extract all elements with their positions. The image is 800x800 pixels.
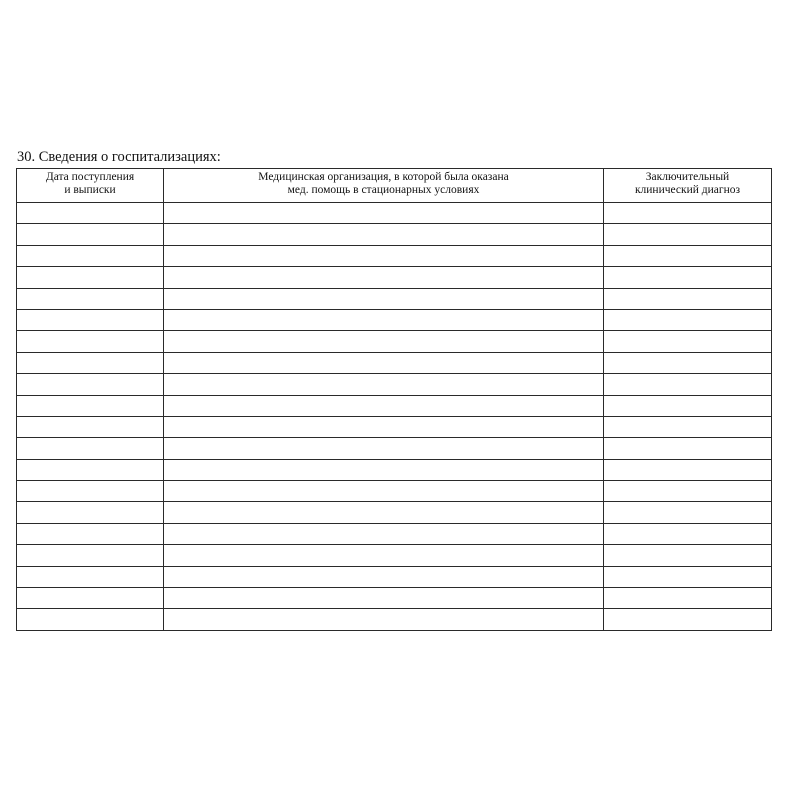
header-label: мед. помощь в стационарных условиях bbox=[287, 184, 480, 196]
table-row bbox=[17, 203, 772, 224]
organization-cell[interactable] bbox=[164, 374, 604, 395]
header-admission-discharge-date bbox=[17, 169, 164, 203]
date-cell[interactable] bbox=[17, 203, 164, 224]
header-final-diagnosis bbox=[604, 169, 772, 203]
organization-cell[interactable] bbox=[164, 523, 604, 544]
date-cell[interactable] bbox=[17, 438, 164, 459]
date-cell[interactable] bbox=[17, 481, 164, 502]
organization-cell[interactable] bbox=[164, 609, 604, 630]
organization-cell[interactable] bbox=[164, 395, 604, 416]
diagnosis-cell[interactable] bbox=[604, 224, 772, 245]
table-header-row bbox=[17, 169, 772, 203]
diagnosis-cell[interactable] bbox=[604, 566, 772, 587]
diagnosis-cell[interactable] bbox=[604, 416, 772, 437]
organization-cell[interactable] bbox=[164, 588, 604, 609]
date-cell[interactable] bbox=[17, 523, 164, 544]
table-row bbox=[17, 523, 772, 544]
table-row bbox=[17, 438, 772, 459]
organization-cell[interactable] bbox=[164, 245, 604, 266]
table-row bbox=[17, 395, 772, 416]
diagnosis-cell[interactable] bbox=[604, 309, 772, 330]
diagnosis-cell[interactable] bbox=[604, 374, 772, 395]
table-row bbox=[17, 224, 772, 245]
organization-cell[interactable] bbox=[164, 331, 604, 352]
table-body bbox=[17, 203, 772, 631]
date-cell[interactable] bbox=[17, 288, 164, 309]
date-cell[interactable] bbox=[17, 609, 164, 630]
date-cell[interactable] bbox=[17, 566, 164, 587]
table-row bbox=[17, 374, 772, 395]
table-row bbox=[17, 309, 772, 330]
organization-cell[interactable] bbox=[164, 267, 604, 288]
organization-cell[interactable] bbox=[164, 438, 604, 459]
date-cell[interactable] bbox=[17, 459, 164, 480]
table-row bbox=[17, 352, 772, 373]
table-row bbox=[17, 416, 772, 437]
date-cell[interactable] bbox=[17, 224, 164, 245]
diagnosis-cell[interactable] bbox=[604, 395, 772, 416]
header-label: и выписки bbox=[64, 184, 116, 196]
diagnosis-cell[interactable] bbox=[604, 502, 772, 523]
organization-cell[interactable] bbox=[164, 502, 604, 523]
organization-cell[interactable] bbox=[164, 566, 604, 587]
diagnosis-cell[interactable] bbox=[604, 523, 772, 544]
organization-cell[interactable] bbox=[164, 224, 604, 245]
diagnosis-cell[interactable] bbox=[604, 481, 772, 502]
date-cell[interactable] bbox=[17, 502, 164, 523]
date-cell[interactable] bbox=[17, 395, 164, 416]
table-row bbox=[17, 502, 772, 523]
diagnosis-cell[interactable] bbox=[604, 459, 772, 480]
header-label: Медицинская организация, в которой была оказана bbox=[258, 171, 509, 183]
table-row bbox=[17, 588, 772, 609]
date-cell[interactable] bbox=[17, 245, 164, 266]
diagnosis-cell[interactable] bbox=[604, 588, 772, 609]
header-label: Заключительный bbox=[645, 171, 730, 183]
date-cell[interactable] bbox=[17, 416, 164, 437]
table-row bbox=[17, 245, 772, 266]
diagnosis-cell[interactable] bbox=[604, 609, 772, 630]
date-cell[interactable] bbox=[17, 309, 164, 330]
date-cell[interactable] bbox=[17, 267, 164, 288]
diagnosis-cell[interactable] bbox=[604, 331, 772, 352]
organization-cell[interactable] bbox=[164, 203, 604, 224]
table-row bbox=[17, 288, 772, 309]
header-label: Дата поступления bbox=[45, 171, 135, 183]
table-row bbox=[17, 566, 772, 587]
table-row bbox=[17, 481, 772, 502]
date-cell[interactable] bbox=[17, 374, 164, 395]
date-cell[interactable] bbox=[17, 352, 164, 373]
diagnosis-cell[interactable] bbox=[604, 267, 772, 288]
date-cell[interactable] bbox=[17, 588, 164, 609]
diagnosis-cell[interactable] bbox=[604, 545, 772, 566]
organization-cell[interactable] bbox=[164, 416, 604, 437]
table-row bbox=[17, 267, 772, 288]
organization-cell[interactable] bbox=[164, 288, 604, 309]
diagnosis-cell[interactable] bbox=[604, 245, 772, 266]
organization-cell[interactable] bbox=[164, 309, 604, 330]
table-row bbox=[17, 459, 772, 480]
table-row bbox=[17, 331, 772, 352]
diagnosis-cell[interactable] bbox=[604, 288, 772, 309]
table-row bbox=[17, 609, 772, 630]
diagnosis-cell[interactable] bbox=[604, 203, 772, 224]
section-title: 30. Сведения о госпитализациях: bbox=[17, 149, 221, 165]
date-cell[interactable] bbox=[17, 545, 164, 566]
organization-cell[interactable] bbox=[164, 459, 604, 480]
organization-cell[interactable] bbox=[164, 545, 604, 566]
hospitalization-table bbox=[16, 168, 772, 631]
date-cell[interactable] bbox=[17, 331, 164, 352]
header-label: клинический диагноз bbox=[634, 184, 741, 196]
diagnosis-cell[interactable] bbox=[604, 352, 772, 373]
organization-cell[interactable] bbox=[164, 352, 604, 373]
diagnosis-cell[interactable] bbox=[604, 438, 772, 459]
header-medical-organization bbox=[164, 169, 604, 203]
organization-cell[interactable] bbox=[164, 481, 604, 502]
table-row bbox=[17, 545, 772, 566]
